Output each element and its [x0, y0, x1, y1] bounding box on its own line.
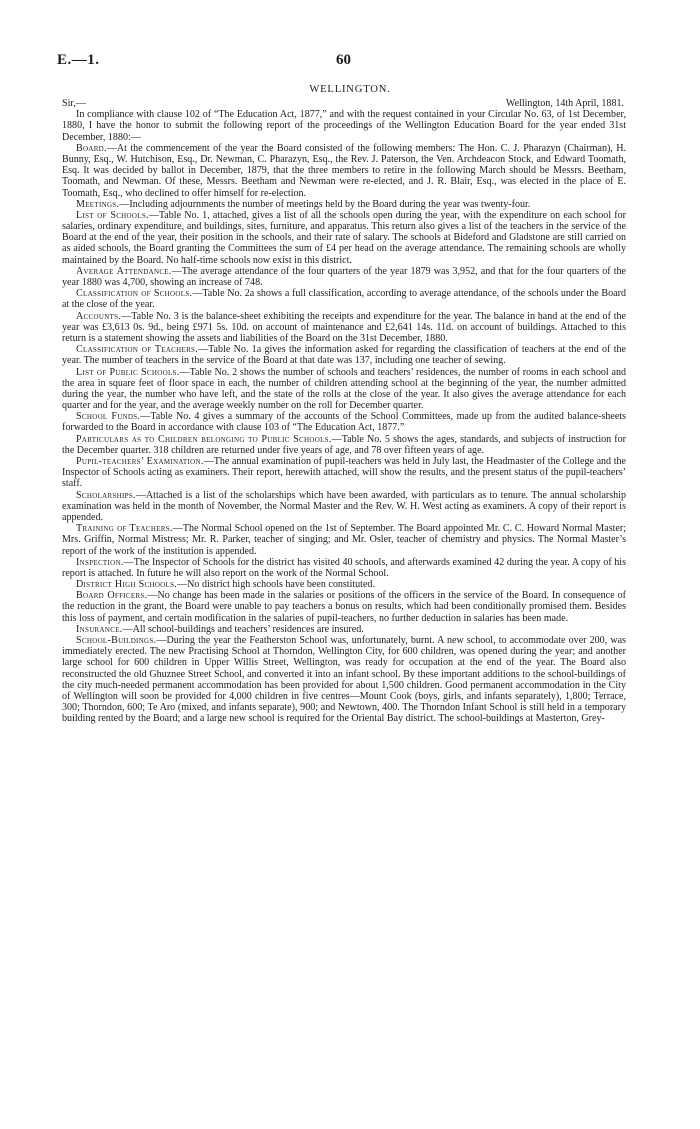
paragraph-heading: Accounts.	[76, 310, 122, 322]
paragraph-text: —The Normal School opened on the 1st of September. The Board appointed Mr. C. C. Howard Normal Master; Mrs. Griffin, Normal Mistress; Mr. R. Parker, teacher of singing; and Mr. Osler, teacher of chemistry and physics. The Normal Master’s report of the work of the institution is appended.	[62, 523, 626, 557]
report-paragraph-meetings	[62, 199, 626, 210]
paragraph-text: —Attached is a list of the scholarships which have been awarded, with particulars as to tenure. The annual scholarship examination was held in the month of November, the Normal Master and the Rev. W. H. West acting as examiners. A copy of their report is appended.	[62, 489, 626, 523]
report-paragraph-insurance	[62, 624, 626, 635]
report-paragraph-district-high-schools	[62, 579, 626, 590]
paragraph-heading: Board.	[76, 142, 107, 154]
report-body	[62, 98, 626, 725]
paragraph-heading: Inspection.	[76, 556, 124, 568]
paragraph-heading: District High Schools.	[76, 579, 178, 591]
report-paragraph-classification-of-teachers	[62, 344, 626, 366]
paragraph-heading: Scholarships.	[76, 489, 136, 501]
paragraph-text: —Table No. 5 shows the ages, standards, and subjects of instruction for the December quarter. 318 children are returned under five years of age, and 78 over fifteen years of age.	[62, 433, 626, 456]
paragraph-heading: Classification of Schools.	[76, 288, 193, 300]
report-paragraph-board-officers	[62, 590, 626, 624]
report-paragraph-board	[62, 143, 626, 199]
paragraph-heading: School-Buildings.	[76, 635, 157, 646]
salutation: Sir,—	[62, 98, 86, 109]
paragraph-text: —At the commencement of the year the Board consisted of the following members: The Hon. C. J. Pharazyn (Chairman), H. Bunny, Esq., W. Hutchison, Esq., Dr. Newman, C. Pharazyn, Esq., the Rev. J. Paterson, the Ven. Archdeacon Stock, and Edward Toomath, Esq. It was decided by ballot in December, 1879, that the three members to retire in the following March should be Messrs. Beetham, Toomath, and Newman. Of these, Messrs. Beetham and Newman were re-elected, and J. R. Blair, Esq., was elected in the place of E. Toomath, Esq., who declined to offer himself for re-election.	[62, 142, 626, 199]
report-paragraph-school-funds	[62, 411, 626, 433]
paragraph-text: —The average attendance of the four quarters of the year 1879 was 3,952, and that for the four quarters of the year 1880 was 4,700, showing an increase of 748.	[62, 265, 626, 288]
report-paragraph-particulars-as-to-children	[62, 434, 626, 456]
report-paragraph-school-buildings	[62, 635, 626, 725]
salutation-line	[62, 98, 626, 109]
paragraph-heading: School Funds.	[76, 411, 141, 423]
paragraph-text: —Table No. 2a shows a full classification, according to average attendance, of the schools under the Board at the close of the year.	[62, 288, 626, 311]
report-paragraph-intro	[62, 109, 626, 143]
paragraph-text: —During the year the Featherston School was, unfortunately, burnt. A new school, to accommodate over 200, was immediately erected. The new Practising School at Thorndon, Wellington City, for 600 children, was opened during the year; and another large school for 600 children in Upper Willis Street, Wellington, was ready for occupation at the end of the year. The Board also reconstructed the old Ghuznee Street School, and converted it into an infant school. By these important additions to the school-buildings of the city much-needed permanent accommodation has been provided for about 1,500 children. Good permanent accommodation in the City of Wellington will soon be provided for 4,000 children in five centres—Mount Cook (boys, girls, and infants separately), 1,800; Terrace, 300; Thorndon, 600; Te Aro (mixed, and infants separate), 900; and Newtown, 400. The Thorndon Infant School is still held in a temporary building rented by the Board; and a large new school is required for the Oriental Bay district. The school-buildings at Masterton, Grey-	[62, 635, 626, 725]
paragraph-text: —All school-buildings and teachers’ residences are insured.	[122, 623, 364, 635]
page-number: 60	[336, 52, 351, 68]
dateline: Wellington, 14th April, 1881.	[505, 98, 624, 109]
paragraph-heading: Insurance.	[76, 623, 123, 635]
paragraph-text: —No change has been made in the salaries or positions of the officers in the service of the Board. In consequence of the reduction in the grant, the Board were unable to pay teachers a bonus on results, which had been conditionally promised them. Besides this loss of payment, and certain modification in the salaries of pupil-teachers, no further deduction in salaries has been made.	[62, 590, 626, 624]
paragraph-heading: Meetings.	[76, 198, 120, 210]
report-paragraph-inspection	[62, 557, 626, 579]
paragraph-heading: Particulars as to Children belonging to Public Schools.	[76, 433, 332, 445]
report-paragraph-classification-of-schools	[62, 288, 626, 310]
paragraph-text: —Table No. 4 gives a summary of the accounts of the School Committees, made up from the audited balance-sheets forwarded to the Board in accordance with clause 103 of “The Education Act, 1877.”	[62, 411, 626, 434]
paragraph-text: —The annual examination of pupil-teachers was held in July last, the Headmaster of the College and the Inspector of Schools acting as examiners. Their report, herewith attached, will show the results, and the present status of the pupil-teachers’ staff.	[62, 456, 626, 490]
paragraph-text: —Table No. 1a gives the information asked for regarding the classification of teachers at the end of the year. The number of teachers in the service of the Board at that date was 137, including one teacher of sewing.	[62, 344, 626, 367]
paragraph-text: In compliance with clause 102 of “The Education Act, 1877,” and with the request contained in your Circular No. 63, of 1st December, 1880, I have the honor to submit the following report of the proceedings of the Wellington Education Board for the year ended 31st December, 1880:—	[62, 109, 626, 143]
paragraph-text: —Table No. 3 is the balance-sheet exhibiting the receipts and expenditure for the year. The balance in hand at the end of the year was £3,613 0s. 9d., being £971 5s. 10d. on account of maintenance and £2,641 14s. 11d. on account of buildings. Attached to this return is a statement showing the assets and liabilities of the Board on the 31st December, 1880.	[62, 310, 626, 344]
paragraph-heading: Classification of Teachers.	[76, 344, 199, 356]
page-reference: E.—1.	[57, 52, 100, 68]
paragraph-heading: Board Officers.	[76, 590, 148, 602]
report-paragraph-list-of-public-schools	[62, 367, 626, 412]
paragraph-heading: List of Public Schools.	[76, 366, 180, 378]
paragraph-heading: Average Attendance.	[76, 265, 172, 277]
report-paragraph-list-of-schools	[62, 210, 626, 266]
report-paragraph-average-attendance	[62, 266, 626, 288]
report-paragraph-scholarships	[62, 490, 626, 524]
paragraph-heading: Pupil-teachers’ Examination.	[76, 456, 204, 467]
report-paragraph-accounts	[62, 311, 626, 345]
paragraph-text: —Including adjournments the number of meetings held by the Board during the year was twenty-four.	[119, 198, 531, 210]
paragraph-text: —Table No. 2 shows the number of schools and teachers’ residences, the number of rooms in each school and the area in square feet of floor space in each, the number of children attending school at the beginning of the year, the number admitted during the year, the number who have left, and the state of the rolls at the close of the year. It also gives the average attendance for each quarter and for the year, and the average weekly number on the roll for December quarter.	[62, 366, 626, 412]
paragraph-heading: Training of Teachers.	[76, 523, 173, 535]
report-paragraph-pupil-teachers-examination	[62, 456, 626, 490]
report-paragraph-training-of-teachers	[62, 523, 626, 557]
paragraph-text: —The Inspector of Schools for the district has visited 40 schools, and afterwards examined 42 during the year. A copy of his report is attached. In future he will also report on the work of the Normal School.	[62, 556, 626, 579]
paragraph-heading: List of Schools.	[76, 209, 149, 221]
paragraph-text: —Table No. 1, attached, gives a list of all the schools open during the year, with the expenditure on each school for salaries, ordinary expenditure, and buildings, sites, furniture, and apparatus. This return also gives a list of the teachers in the service of the Board at the end of the year, their position in the schools, and their rate of salary. The schools at Bideford and Gladstone are still carried on as aided schools, the Board granting the Committees the sum of £4 per head on the average attendance. The remaining schools are wholly maintained by the Board. No half-time schools now exist in this district.	[62, 209, 626, 266]
report-title: WELLINGTON.	[309, 84, 391, 95]
paragraph-text: —No district high schools have been constituted.	[177, 579, 375, 591]
